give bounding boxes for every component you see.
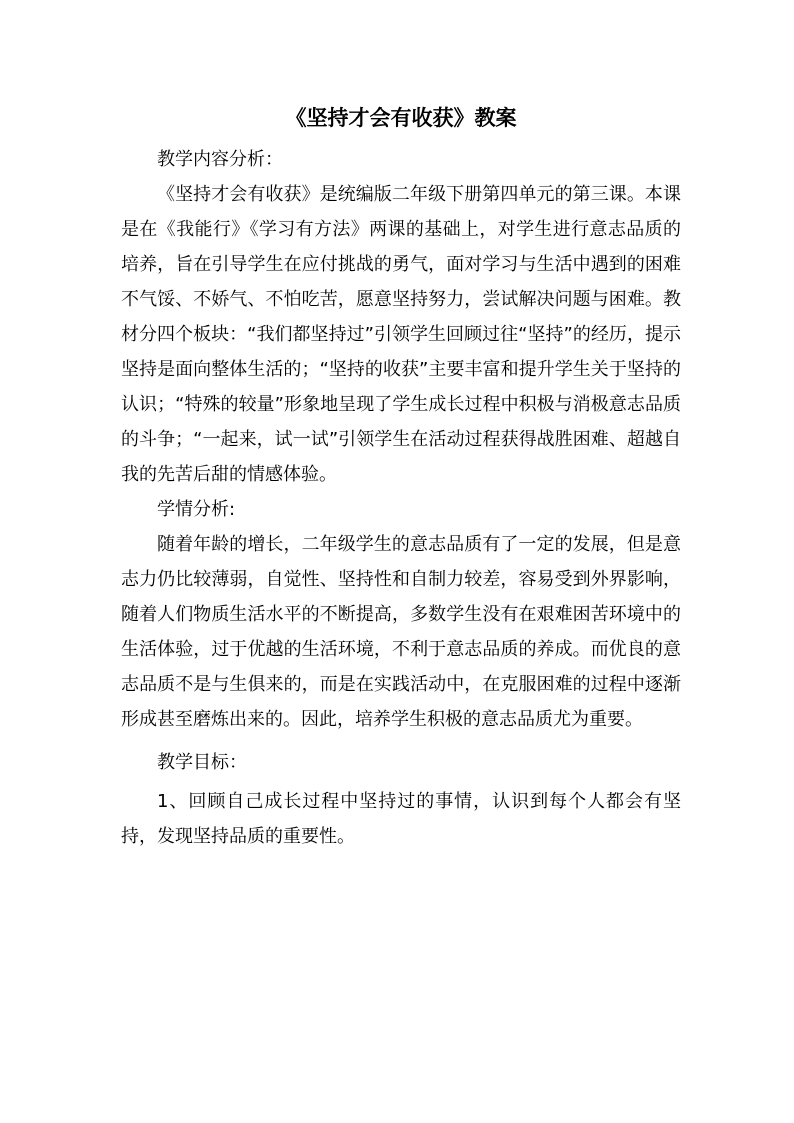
page-title: 《坚持才会有收获》教案 bbox=[285, 106, 517, 130]
section-student-analysis bbox=[121, 492, 681, 737]
section-heading: 教学目标： bbox=[157, 752, 247, 773]
document-body bbox=[121, 100, 681, 854]
paragraph: 《坚持才会有收获》是统编版二年级下册第四单元的第三课。本课是在《我能行》《学习有方法》两课的基础上，对学生进行意志品质的培养，旨在引导学生在应付挑战的勇气，面对学习与生活中遇到的困难不气馁、不娇气、不怕吃苦，愿意坚持努力，尝试解决问题与困难。教材分四个板块：“我们都坚持过”引领学生回顾过往“坚持”的经历，提示坚持是面向整体生活的；“坚持的收获”主要丰富和提升学生关于坚持的认识；“特殊的较量”形象地呈现了学生成长过程中积极与消极意志品质的斗争；“一起来，试一试”引领学生在活动过程获得战胜困难、超越自我的先苦后甜的情感体验。 bbox=[121, 184, 681, 485]
section-teaching-goals bbox=[121, 745, 681, 854]
section-content-analysis bbox=[121, 142, 681, 492]
paragraph: 随着年龄的增长，二年级学生的意志品质有了一定的发展，但是意志力仍比较薄弱，自觉性、坚持性和自制力较差，容易受到外界影响，随着人们物质生活水平的不断提高，多数学生没有在艰难困苦环境中的生活体验，过于优越的生活环境，不利于意志品质的养成。而优良的意志品质不是与生俱来的，而是在实践活动中，在克服困难的过程中逐渐形成甚至磨炼出来的。因此，培养学生积极的意志品质尤为重要。 bbox=[121, 534, 681, 730]
paragraph: 1、回顾自己成长过程中坚持过的事情，认识到每个人都会有坚持，发现坚持品质的重要性。 bbox=[121, 791, 681, 847]
section-heading: 教学内容分析： bbox=[157, 149, 283, 170]
section-heading: 学情分析: bbox=[157, 499, 236, 520]
